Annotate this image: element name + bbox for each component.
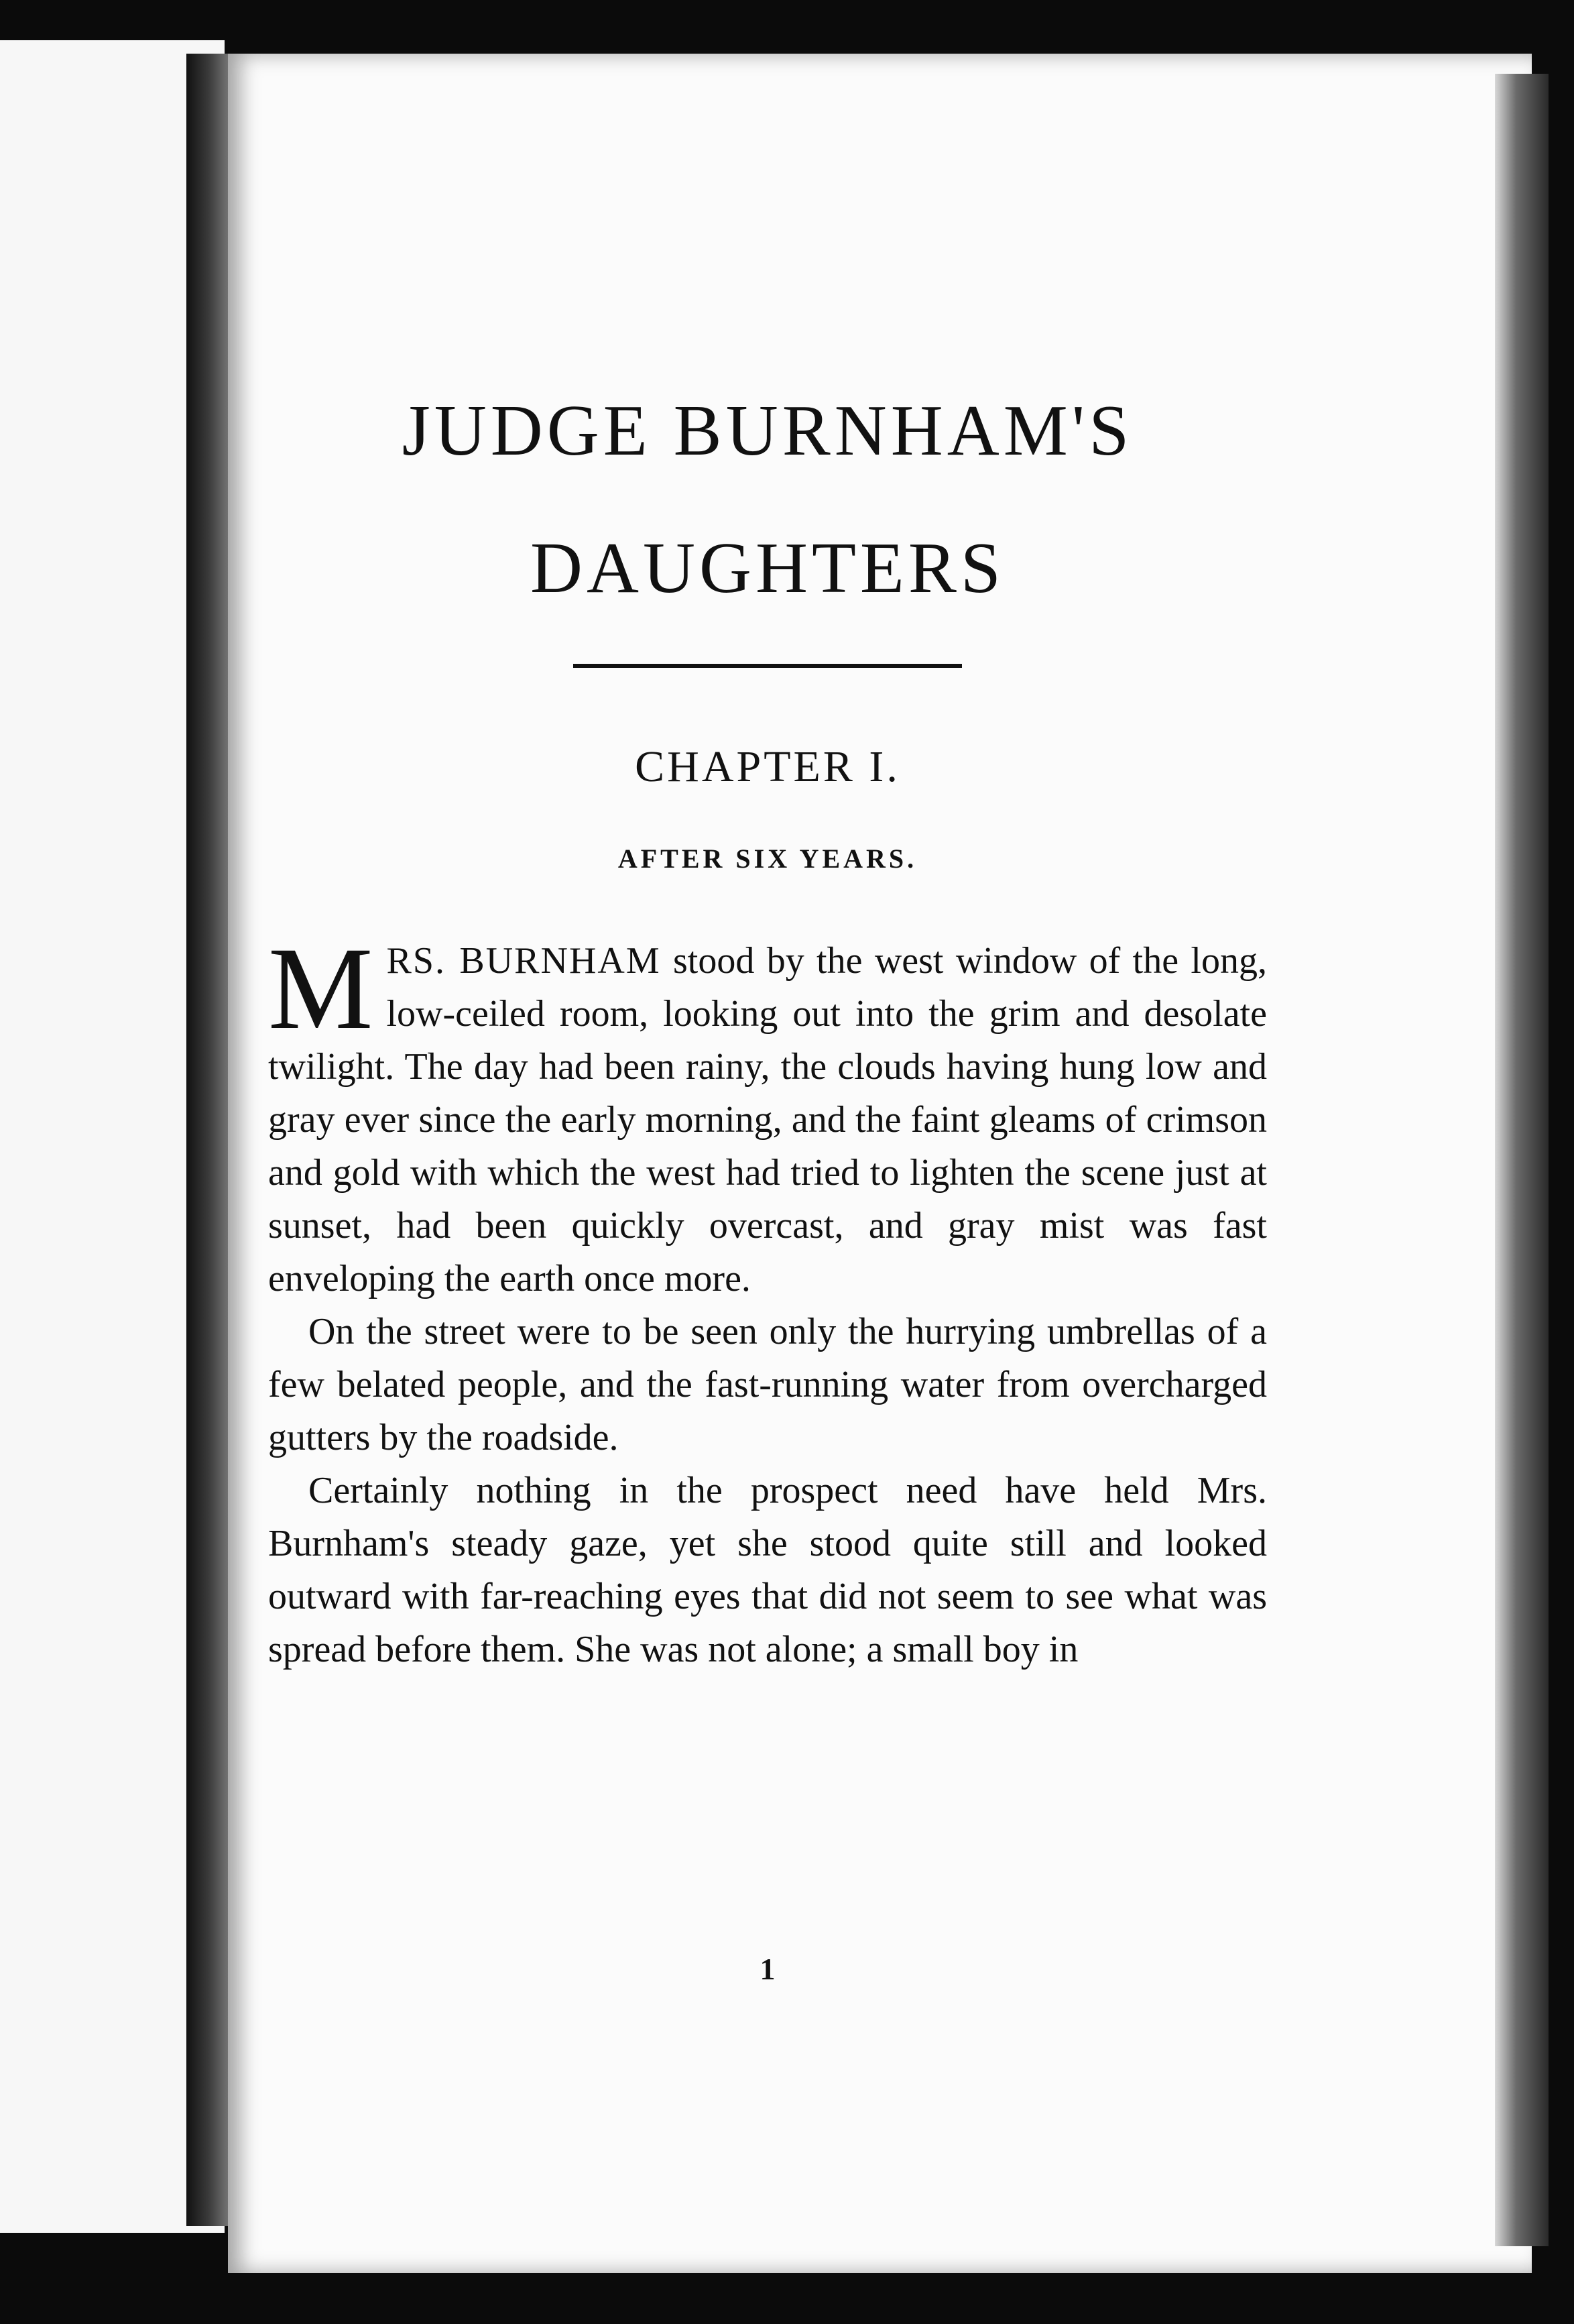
book-title-line-1: JUDGE BURNHAM'S [402,391,1134,471]
paragraph-2: On the street were to be seen only the hurrying umbrellas of a few belated people, and the fast-running water from overcharged gutters by the roadside. [268,1311,1267,1458]
chapter-subtitle: AFTER SIX YEARS. [617,844,918,874]
page-number: 1 [760,1952,776,1986]
paragraph-3: Certainly nothing in the prospect need have held Mrs. Burnham's steady gaze, yet she stood quite still and looked outward with far-reaching eyes that did not seem to see what was spread before them. She was not alone; a small boy in [268,1470,1267,1670]
paragraph-1-text: stood by the west window of the long, low-ceiled room, looking out into the grim and desolate twilight. The day had been rainy, the clouds having hung low and gray ever since the early morning, and the faint gleams of crimson and gold with which the west had tried to lighten the scene just at sunset, had been quickly overcast, and gray mist was fast enveloping the earth once more. [268,940,1267,1299]
body-text [268,923,1267,1676]
title-rule [573,664,962,668]
drop-cap: M [268,923,373,1054]
chapter-title: CHAPTER I. [635,742,900,791]
book-title-line-2: DAUGHTERS [530,528,1005,608]
paragraph-1 [268,923,1267,1305]
book-title [268,362,1267,637]
page-edge [1495,74,1549,2246]
page-content [268,362,1267,1986]
paragraph-1-caps: RS. BURNHAM [386,940,661,982]
